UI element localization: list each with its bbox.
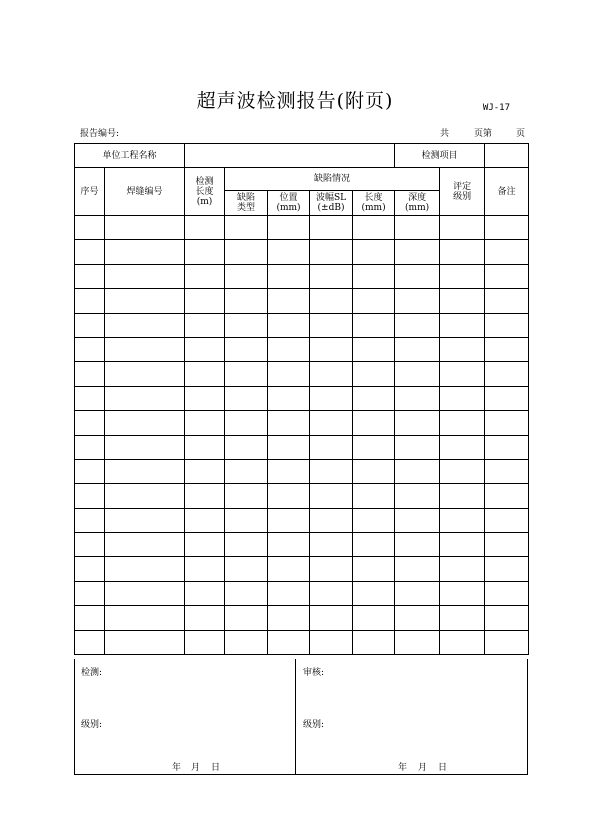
col-depth [395,191,440,216]
table-cell[interactable] [353,337,395,361]
table-cell[interactable] [310,581,353,605]
table-cell[interactable] [185,240,225,264]
signature-divider [295,659,296,774]
table-cell[interactable] [440,435,485,459]
table-cell[interactable] [225,557,268,581]
table-cell[interactable] [440,459,485,483]
table-cell[interactable] [353,459,395,483]
unit-project-row [75,144,529,168]
table-row [75,459,529,483]
table-cell[interactable] [75,411,105,435]
col-defect-length-l1: 长度 [364,193,383,203]
table-cell[interactable] [310,606,353,630]
table-cell[interactable] [395,533,440,557]
table-cell[interactable] [75,313,105,337]
table-cell[interactable] [105,557,185,581]
table-row [75,581,529,605]
table-cell[interactable] [353,264,395,288]
table-cell[interactable] [185,411,225,435]
table-cell[interactable] [485,362,529,386]
table-cell[interactable] [353,240,395,264]
table-cell[interactable] [75,459,105,483]
form-code: WJ-17 [482,103,510,113]
table-cell[interactable] [440,264,485,288]
table-row [75,508,529,532]
table-cell[interactable] [268,533,310,557]
table-cell[interactable] [105,581,185,605]
table-cell[interactable] [310,459,353,483]
table-cell[interactable] [485,435,529,459]
table-cell[interactable] [105,289,185,313]
table-cell[interactable] [185,557,225,581]
table-cell[interactable] [485,606,529,630]
table-cell[interactable] [105,533,185,557]
table-row [75,337,529,361]
table-cell[interactable] [225,435,268,459]
right-day: 日 [438,763,448,773]
reviewer-grade-label: 级别: [303,720,325,730]
table-cell[interactable] [185,313,225,337]
left-year: 年 [172,763,182,773]
table-cell[interactable] [268,411,310,435]
table-cell[interactable] [268,508,310,532]
table-row [75,435,529,459]
table-cell[interactable] [268,313,310,337]
table-cell[interactable] [310,240,353,264]
inspect-item-field[interactable] [485,144,529,168]
col-remark: 备注 [485,168,529,216]
table-cell[interactable] [75,606,105,630]
table-row [75,386,529,410]
table-cell[interactable] [225,289,268,313]
table-cell[interactable] [310,337,353,361]
table-cell[interactable] [105,216,185,240]
signature-dates [75,760,529,772]
table-cell[interactable] [268,557,310,581]
table-row [75,557,529,581]
table-cell[interactable] [353,435,395,459]
table-cell[interactable] [268,264,310,288]
table-cell[interactable] [485,630,529,654]
col-position-l2: (mm) [276,203,301,213]
col-defect-length [353,191,395,216]
table-cell[interactable] [440,630,485,654]
table-cell[interactable] [225,386,268,410]
table-cell[interactable] [485,581,529,605]
table-cell[interactable] [485,240,529,264]
table-cell[interactable] [395,216,440,240]
table-cell[interactable] [353,386,395,410]
table-cell[interactable] [225,264,268,288]
table-cell[interactable] [225,484,268,508]
table-cell[interactable] [395,606,440,630]
col-amplitude-l1: 波幅SL [315,193,347,203]
table-row [75,630,529,654]
table-cell[interactable] [395,581,440,605]
table-cell[interactable] [185,581,225,605]
table-cell[interactable] [185,606,225,630]
table-row [75,240,529,264]
table-cell[interactable] [225,533,268,557]
table-cell[interactable] [395,630,440,654]
table-cell[interactable] [440,533,485,557]
table-cell[interactable] [105,240,185,264]
table-cell[interactable] [485,289,529,313]
table-cell[interactable] [353,484,395,508]
table-cell[interactable] [395,386,440,410]
col-depth-l2: (mm) [405,203,430,213]
table-cell[interactable] [353,533,395,557]
report-number-label: 报告编号: [80,129,120,139]
col-position [268,191,310,216]
report-title: 超声波检测报告(附页) [196,90,394,112]
table-cell[interactable] [310,508,353,532]
right-year: 年 [398,763,408,773]
table-cell[interactable] [353,411,395,435]
table-cell[interactable] [395,264,440,288]
table-cell[interactable] [268,362,310,386]
table-cell[interactable] [185,216,225,240]
table-cell[interactable] [353,606,395,630]
table-row [75,484,529,508]
table-cell[interactable] [485,533,529,557]
col-amplitude [310,191,353,216]
table-cell[interactable] [225,337,268,361]
table-cell[interactable] [75,484,105,508]
table-cell[interactable] [440,216,485,240]
table-cell[interactable] [310,557,353,581]
table-cell[interactable] [268,240,310,264]
table-cell[interactable] [395,557,440,581]
table-cell[interactable] [310,216,353,240]
table-cell[interactable] [440,508,485,532]
col-length-l1: 检测 [195,176,214,187]
table-cell[interactable] [440,313,485,337]
table-cell[interactable] [310,289,353,313]
table-cell[interactable] [268,337,310,361]
table-cell[interactable] [75,581,105,605]
col-grade-l2: 级别 [453,191,472,202]
table-cell[interactable] [440,240,485,264]
table-cell[interactable] [105,362,185,386]
table-cell[interactable] [395,362,440,386]
table-cell[interactable] [105,264,185,288]
table-cell[interactable] [440,337,485,361]
table-cell[interactable] [185,289,225,313]
table-cell[interactable] [485,508,529,532]
table-cell[interactable] [185,508,225,532]
col-weld-no: 焊缝编号 [105,168,185,216]
table-cell[interactable] [105,484,185,508]
table-cell[interactable] [225,313,268,337]
table-cell[interactable] [310,435,353,459]
table-cell[interactable] [225,459,268,483]
col-defect-type [225,191,268,216]
table-cell[interactable] [268,216,310,240]
table-cell[interactable] [268,289,310,313]
table-cell[interactable] [105,630,185,654]
table-cell[interactable] [353,581,395,605]
table-cell[interactable] [353,508,395,532]
table-cell[interactable] [225,508,268,532]
table-cell[interactable] [395,240,440,264]
table-cell[interactable] [185,435,225,459]
table-cell[interactable] [485,264,529,288]
col-length-l2: 长度 [195,186,214,197]
table-cell[interactable] [75,386,105,410]
table-cell[interactable] [310,411,353,435]
table-cell[interactable] [268,581,310,605]
table-cell[interactable] [395,459,440,483]
col-seq: 序号 [75,168,105,216]
table-cell[interactable] [485,557,529,581]
table-cell[interactable] [225,362,268,386]
table-cell[interactable] [485,216,529,240]
col-position-l1: 位置 [279,193,298,203]
table-cell[interactable] [310,533,353,557]
table-cell[interactable] [485,411,529,435]
header-row-1 [75,168,529,191]
table-cell[interactable] [105,386,185,410]
col-defect-length-l2: (mm) [361,203,386,213]
table-cell[interactable] [185,337,225,361]
table-cell[interactable] [225,216,268,240]
table-row [75,313,529,337]
table-cell[interactable] [353,630,395,654]
table-row [75,264,529,288]
table-cell[interactable] [353,289,395,313]
table-cell[interactable] [485,337,529,361]
table-cell[interactable] [440,362,485,386]
left-day: 日 [211,763,221,773]
inspector-grade-label: 级别: [81,720,103,730]
col-grade-l1: 评定 [453,181,472,192]
table-cell[interactable] [75,533,105,557]
table-cell[interactable] [395,435,440,459]
table-cell[interactable] [485,313,529,337]
col-depth-l1: 深度 [408,193,427,203]
table-cell[interactable] [75,557,105,581]
table-cell[interactable] [105,435,185,459]
table-row [75,216,529,240]
table-cell[interactable] [268,386,310,410]
table-cell[interactable] [268,606,310,630]
table-cell[interactable] [75,630,105,654]
table-cell[interactable] [185,459,225,483]
table-cell[interactable] [353,362,395,386]
col-amplitude-l2: (±dB) [317,203,345,213]
table-cell[interactable] [105,606,185,630]
table-cell[interactable] [310,313,353,337]
table-cell[interactable] [75,435,105,459]
table-cell[interactable] [395,289,440,313]
left-month: 月 [191,763,201,773]
table-cell[interactable] [268,459,310,483]
page-unit: 页 [516,129,526,139]
table-cell[interactable] [440,557,485,581]
table-cell[interactable] [75,240,105,264]
table-cell[interactable] [310,630,353,654]
table-cell[interactable] [225,630,268,654]
col-defect-group: 缺陷情况 [225,168,440,191]
table-cell[interactable] [185,362,225,386]
table-cell[interactable] [75,362,105,386]
table-cell[interactable] [353,313,395,337]
col-length [185,168,225,216]
table-cell[interactable] [485,386,529,410]
table-cell[interactable] [395,508,440,532]
unit-project-field[interactable] [185,144,395,168]
table-cell[interactable] [185,264,225,288]
table-cell[interactable] [310,264,353,288]
table-cell[interactable] [75,216,105,240]
inspector-label: 检测: [81,668,103,678]
table-cell[interactable] [440,289,485,313]
table-cell[interactable] [485,459,529,483]
signature-section [74,659,528,775]
table-cell[interactable] [310,484,353,508]
table-cell[interactable] [310,362,353,386]
table-cell[interactable] [353,216,395,240]
ultrasonic-report-table [74,143,529,655]
table-cell[interactable] [353,557,395,581]
inspect-item-label: 检测项目 [395,144,485,168]
col-defect-type-l1: 缺陷 [237,193,256,203]
total-label: 共 [440,129,450,139]
col-defect-type-l2: 类型 [237,203,256,213]
table-cell[interactable] [440,581,485,605]
table-cell[interactable] [440,411,485,435]
right-month: 月 [418,763,428,773]
table-cell[interactable] [185,630,225,654]
page-label: 页第 [474,129,493,139]
table-cell[interactable] [75,337,105,361]
table-cell[interactable] [395,313,440,337]
table-cell[interactable] [395,337,440,361]
table-cell[interactable] [105,313,185,337]
col-length-l3: (m) [196,196,213,207]
table-cell[interactable] [440,606,485,630]
table-cell[interactable] [440,484,485,508]
table-cell[interactable] [105,459,185,483]
table-row [75,362,529,386]
table-cell[interactable] [75,289,105,313]
table-cell[interactable] [185,386,225,410]
table-cell[interactable] [105,508,185,532]
table-cell[interactable] [185,533,225,557]
table-cell[interactable] [225,240,268,264]
unit-project-label: 单位工程名称 [75,144,185,168]
table-cell[interactable] [225,581,268,605]
table-cell[interactable] [185,484,225,508]
table-cell[interactable] [310,386,353,410]
table-row [75,411,529,435]
table-cell[interactable] [225,606,268,630]
table-cell[interactable] [395,411,440,435]
table-cell[interactable] [225,411,268,435]
table-cell[interactable] [75,264,105,288]
table-row [75,289,529,313]
table-cell[interactable] [105,337,185,361]
table-cell[interactable] [268,484,310,508]
table-cell[interactable] [485,484,529,508]
reviewer-label: 审核: [303,668,325,678]
table-cell[interactable] [395,484,440,508]
table-row [75,606,529,630]
table-cell[interactable] [440,386,485,410]
col-grade [440,168,485,216]
table-cell[interactable] [75,508,105,532]
table-cell[interactable] [268,630,310,654]
table-cell[interactable] [105,411,185,435]
table-row [75,533,529,557]
table-cell[interactable] [268,435,310,459]
